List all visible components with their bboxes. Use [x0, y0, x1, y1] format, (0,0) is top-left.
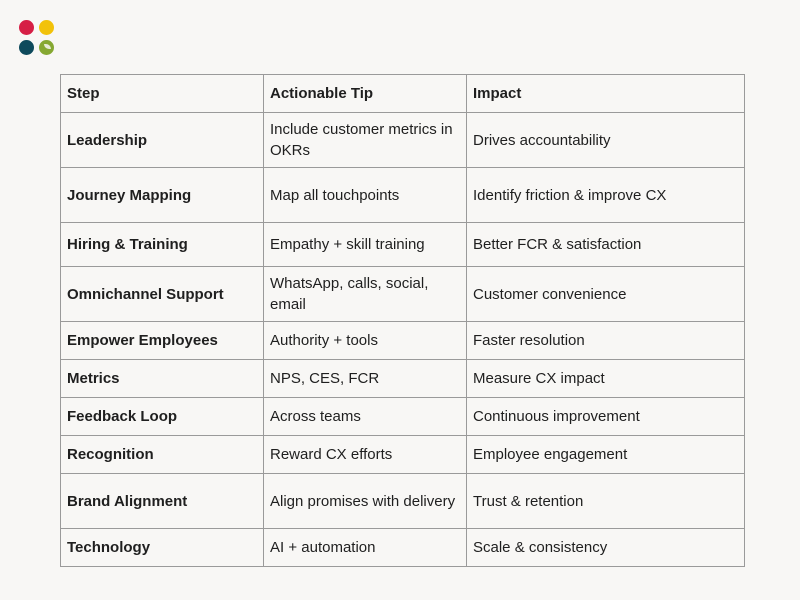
- step-cell: Recognition: [61, 436, 264, 474]
- logo-dot-green: [39, 40, 54, 55]
- table-row: [61, 529, 745, 567]
- impact-cell: Trust & retention: [467, 474, 745, 529]
- step-cell: Metrics: [61, 360, 264, 398]
- step-cell: Technology: [61, 529, 264, 567]
- tip-cell: Align promises with delivery: [264, 474, 467, 529]
- leaf-icon: [44, 44, 51, 49]
- tip-cell: Include customer metrics in OKRs: [264, 113, 467, 168]
- tip-cell: AI + automation: [264, 529, 467, 567]
- step-cell: Empower Employees: [61, 322, 264, 360]
- tip-cell: Across teams: [264, 398, 467, 436]
- table-row: [61, 474, 745, 529]
- impact-cell: Better FCR & satisfaction: [467, 223, 745, 267]
- tip-cell: Reward CX efforts: [264, 436, 467, 474]
- table-row: [61, 168, 745, 223]
- table-row: [61, 436, 745, 474]
- logo-dot-yellow: [39, 20, 54, 35]
- impact-cell: Scale & consistency: [467, 529, 745, 567]
- logo-dot-red: [19, 20, 34, 35]
- step-cell: Journey Mapping: [61, 168, 264, 223]
- tip-cell: Authority + tools: [264, 322, 467, 360]
- tip-cell: NPS, CES, FCR: [264, 360, 467, 398]
- cx-steps-table: [60, 74, 745, 567]
- tip-cell: WhatsApp, calls, social, email: [264, 267, 467, 322]
- impact-cell: Customer convenience: [467, 267, 745, 322]
- impact-cell: Drives accountability: [467, 113, 745, 168]
- header-step: Step: [61, 75, 264, 113]
- step-cell: Feedback Loop: [61, 398, 264, 436]
- table-row: [61, 322, 745, 360]
- step-cell: Omnichannel Support: [61, 267, 264, 322]
- table-row: [61, 360, 745, 398]
- impact-cell: Measure CX impact: [467, 360, 745, 398]
- impact-cell: Continuous improvement: [467, 398, 745, 436]
- step-cell: Brand Alignment: [61, 474, 264, 529]
- header-actionable-tip: Actionable Tip: [264, 75, 467, 113]
- step-cell: Hiring & Training: [61, 223, 264, 267]
- table-row: [61, 398, 745, 436]
- tip-cell: Map all touchpoints: [264, 168, 467, 223]
- table-header-row: [61, 75, 745, 113]
- step-cell: Leadership: [61, 113, 264, 168]
- impact-cell: Faster resolution: [467, 322, 745, 360]
- impact-cell: Employee engagement: [467, 436, 745, 474]
- header-impact: Impact: [467, 75, 745, 113]
- impact-cell: Identify friction & improve CX: [467, 168, 745, 223]
- table-row: [61, 267, 745, 322]
- logo-dot-teal: [19, 40, 34, 55]
- tip-cell: Empathy + skill training: [264, 223, 467, 267]
- four-dot-logo-icon: [19, 20, 55, 56]
- table-row: [61, 223, 745, 267]
- table-row: [61, 113, 745, 168]
